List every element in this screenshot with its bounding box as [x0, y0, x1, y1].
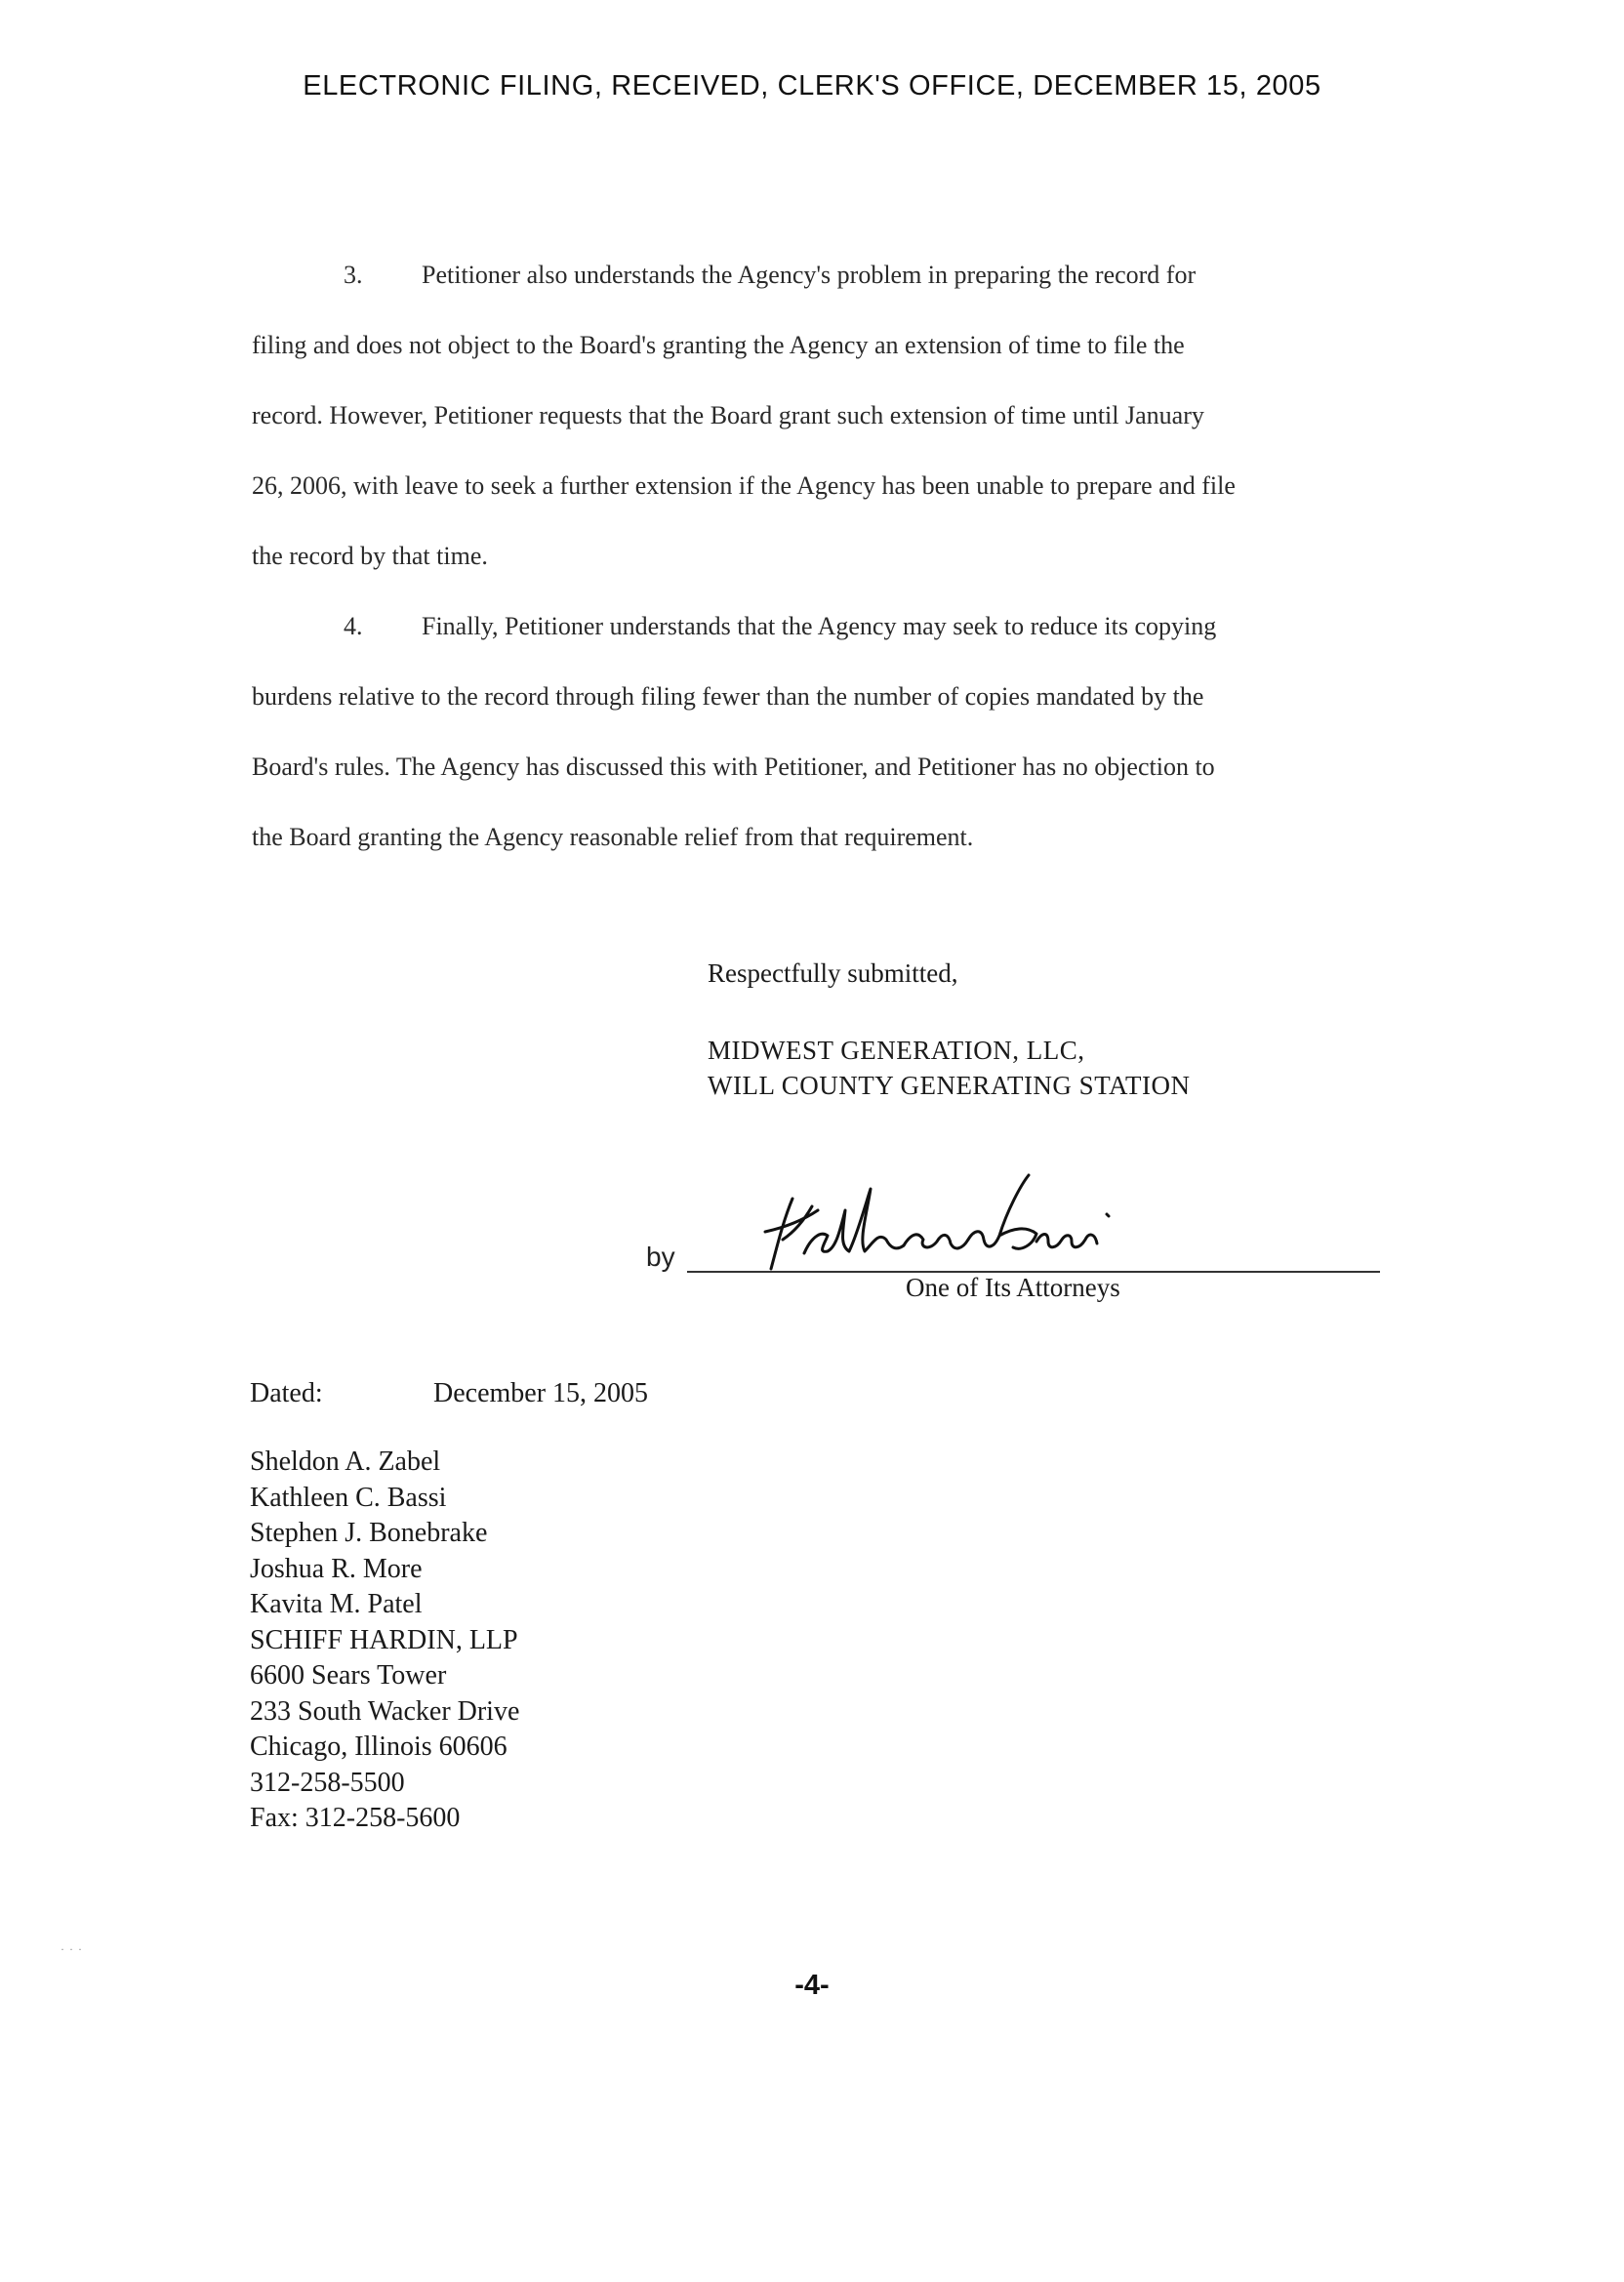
paragraph-line: the record by that time. — [252, 542, 488, 570]
by-label: by — [646, 1242, 675, 1272]
paragraph-4 — [252, 591, 1442, 873]
address-line: Sheldon A. Zabel — [250, 1447, 441, 1477]
dated-label: Dated: — [250, 1378, 323, 1408]
address-line: Fax: 312-258-5600 — [250, 1803, 461, 1833]
company-line: WILL COUNTY GENERATING STATION — [708, 1071, 1191, 1100]
paragraph-line: filing and does not object to the Board's granting the Agency an extension of time to file the — [252, 331, 1185, 359]
address-line: Kathleen C. Bassi — [250, 1482, 447, 1513]
company-name-block — [708, 1033, 1191, 1103]
paragraph-number: 4. — [344, 612, 363, 640]
paragraph-line: 4. Finally, Petitioner understands that the Agency may seek to reduce its copying — [252, 591, 1442, 662]
paragraph-line: the Board granting the Agency reasonable relief from that requirement. — [252, 823, 974, 851]
address-line: Joshua R. More — [250, 1553, 423, 1584]
filing-stamp-header: ELECTRONIC FILING, RECEIVED, CLERK'S OFFICE, DECEMBER 15, 2005 — [303, 70, 1321, 102]
paragraph-3 — [252, 240, 1442, 591]
paragraph-line: 3. Petitioner also understands the Agency's problem in preparing the record for — [252, 240, 1442, 310]
scan-artifact: · · · — [61, 1942, 83, 1956]
dated-row — [250, 1378, 648, 1409]
attorney-address-block — [250, 1445, 519, 1837]
paragraph-number: 3. — [344, 261, 363, 289]
page-number: -4- — [794, 1970, 830, 2001]
paragraph-line: record. However, Petitioner requests that the Board grant such extension of time until January — [252, 401, 1204, 429]
address-line: Kavita M. Patel — [250, 1589, 423, 1619]
signature-block — [646, 1171, 1388, 1308]
address-line: 312-258-5500 — [250, 1767, 405, 1798]
signature-caption: One of Its Attorneys — [906, 1273, 1120, 1302]
paragraph-line: Board's rules. The Agency has discussed this with Petitioner, and Petitioner has no objection to — [252, 753, 1215, 781]
address-line: 233 South Wacker Drive — [250, 1695, 520, 1727]
handwritten-signature — [744, 1171, 1115, 1279]
address-line: Chicago, Illinois 60606 — [250, 1732, 508, 1762]
address-line: 6600 Sears Tower — [250, 1660, 447, 1691]
dated-value: December 15, 2005 — [433, 1378, 649, 1408]
address-line: SCHIFF HARDIN, LLP — [250, 1624, 518, 1655]
company-line: MIDWEST GENERATION, LLC, — [708, 1036, 1085, 1065]
paragraph-line: burdens relative to the record through filing fewer than the number of copies mandated by the — [252, 682, 1204, 711]
address-line: Stephen J. Bonebrake — [250, 1518, 488, 1548]
paragraph-line: 26, 2006, with leave to seek a further extension if the Agency has been unable to prepare and file — [252, 471, 1236, 500]
respectfully-submitted: Respectfully submitted, — [708, 958, 958, 988]
